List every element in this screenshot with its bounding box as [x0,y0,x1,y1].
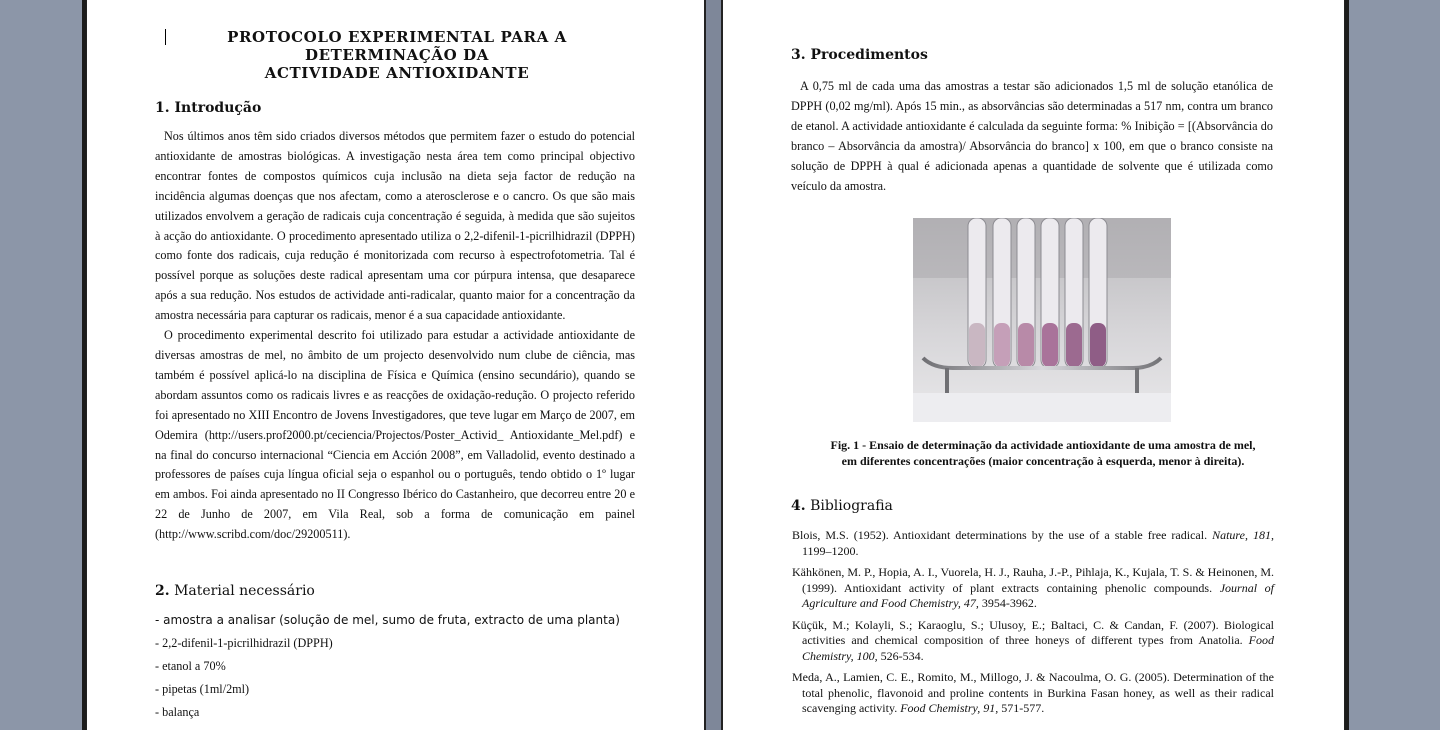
reference-pages: 1199–1200. [802,543,859,558]
page-right-shadow [1345,0,1349,730]
caption-line-1: Fig. 1 - Ensaio de determinação da actividade antioxidante de uma amostra de mel, [830,438,1256,452]
section-title: Introdução [174,100,262,116]
document-title [157,28,637,82]
section-number: 3. [791,47,806,63]
section-title: Material necessário [174,583,315,599]
section-number: 2. [155,583,170,599]
section-heading-introduction [155,100,261,116]
document-page-left[interactable] [86,0,706,730]
reference-item [792,528,1274,559]
procedures-paragraph: A 0,75 ml de cada uma das amostras a testar são adicionados 1,5 ml de solução etanólica de DPPH (0,02 mg/ml). Após 15 min., as absorvâncias são determinadas a 517 nm, contra um branco de etanol. A actividade antioxidante é calculada da seguinte forma: % Inibição = [(Absorvância do branco – Absorvância da amostra)/ Absorvância do branco] x 100, em que o branco consiste na solução de DPPH à qual é adicionada apenas a quantidade de solvente que é utilizada como veículo da amostra. [791,79,1273,193]
reference-pages: 571-577. [998,701,1045,715]
figure-photo [913,218,1171,422]
section-number: 4. [791,498,806,514]
test-tube-rack-image [913,218,1171,422]
list-item: - pipetas (1ml/2ml) [155,682,250,696]
page-gap [706,0,721,730]
intro-paragraph-2: O procedimento experimental descrito foi utilizado para estudar a actividade antioxidante de diversas amostras de mel, no âmbito de um projecto desenvolvido num clube de ciência, mas também é possível aplicá-lo na disciplina de Física e Química (ensino secundário), quando se abordam assuntos como os radicais livres e as reacções de oxidação-redução. O projecto referido foi apresentado no XIII Encontro de Jovens Investigadores, que teve lugar em Março de 2007, em Odemira (http://users.prof2000.pt/ceciencia/Projectos/Poster_Activid_ Antioxidante_Mel.pdf) e na final do concurso internacional “Ciencia em Acción 2008”, em Valladolid, evento destinado a professores de países cuja língua oficial seja o espanhol ou o português, tendo obtido o 1º lugar em ambos. Foi ainda apresentado no II Congresso Ibérico do Castanheiro, que decorreu entre 20 e 22 de Junho de 2007, em Vila Real, sob a forma de comunicação em painel (http://www.scribd.com/doc/29200511). [155,328,635,542]
section-number: 1. [155,100,170,116]
caption-line-2: em diferentes concentrações (maior concentração à esquerda, menor à direita). [841,454,1245,468]
section-heading-material [155,583,315,599]
reference-pages: 3954-3962. [978,596,1037,610]
reference-text: Küçük, M.; Kolayli, S.; Karaoglu, S.; Ulusoy, E.; Baltaci, C. & Candan, F. (2007). Biological activities and chemical composition of three honeys of different types from Anatolia. [792,617,1274,647]
section-heading-bibliography [791,498,893,514]
reference-item [792,618,1274,665]
section-title: Bibliografia [810,498,893,514]
list-item: - balança [155,705,200,719]
title-line-2: ACTIVIDADE ANTIOXIDANTE [264,64,530,82]
reference-item [792,670,1274,717]
section-title: Procedimentos [810,47,928,63]
document-page-right[interactable] [721,0,1345,730]
reference-text: Meda, A., Lamien, C. E., Romito, M., Millogo, J. & Nacoulma, O. G. (2005). Determination of the total phenolic, flavonoid and proline contents in Burkina Fasan honey, as well as their radical scavenging activity. [792,670,1274,715]
reference-journal: Journal of Agriculture and Food Chemistry, 47, [802,580,1274,610]
list-item: - 2,2-difenil-1-picrilhidrazil (DPPH) [155,636,333,650]
introduction-body [155,127,635,545]
reference-journal: Food Chemistry, 91, [900,701,999,715]
title-line-1: PROTOCOLO EXPERIMENTAL PARA A DETERMINAÇÃO DA [227,28,567,64]
reference-pages: 526-534. [877,648,924,663]
references-list [792,528,1274,723]
materials-list [155,611,620,726]
reference-item [792,565,1274,612]
figure-caption [793,437,1293,469]
reference-journal: Food Chemistry, 100, [802,633,1274,663]
intro-paragraph-1: Nos últimos anos têm sido criados diversos métodos que permitem fazer o estudo do potencial antioxidante de amostras biológicas. A investigação nesta área tem como principal objectivo encontrar fontes de compostos químicos cuja inclusão na dieta seja factor de redução na incidência algumas doenças que nos afectam, como a aterosclerose e o cancro. Os que são mais utilizados envolvem a geração de radicais cuja concentração é seguida, à medida que são sujeitos à acção do antioxidante. O procedimento apresentado utiliza o 2,2-difenil-1-picrilhidrazil (DPPH) como fonte dos radicais, cuja redução é monitorizada com recurso à espectrofotometria. Tal é possível porque as soluções deste radical apresentam uma cor púrpura intensa, que desaparece após a sua redução. Nos estudos de actividade anti-radicalar, quanto maior for a concentração da amostra necessária para capturar os radicais, menor é a sua capacidade antioxidante. [155,129,635,323]
procedures-body [791,77,1273,196]
list-item: - amostra a analisar (solução de mel, sumo de fruta, extracto de uma planta) [155,613,620,627]
reference-journal: Nature, 181, [1212,528,1274,542]
reference-text: Kähkönen, M. P., Hopia, A. I., Vuorela, H. J., Rauha, J.-P., Pihlaja, K., Kujala, T. S. & Heinonen, M. (1999). Antioxidant activity of plant extracts containing phenolic compounds. [792,565,1274,595]
section-heading-procedures [791,47,928,63]
list-item: - etanol a 70% [155,659,226,673]
reference-text: Blois, M.S. (1952). Antioxidant determinations by the use of a stable free radical. [792,528,1213,542]
